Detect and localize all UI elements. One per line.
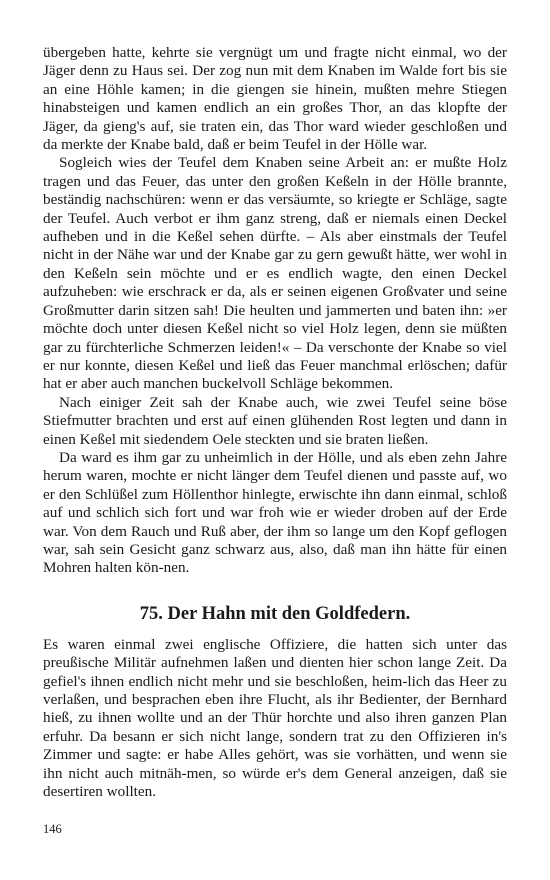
paragraph-continuation: übergeben hatte, kehrte sie vergnügt um und fragte nicht einmal, wo der Jäger denn zu Haus sei. Der zog nun mit dem Knaben im Walde fort bis sie an eine Höhle kamen; in die giengen sie hinein, mußten mehre Stiegen hinabsteigen und kamen endlich an ein großes Thor, an das klopfte der Jäger, da gieng's auf, sie traten ein, das Thor ward wieder geschloßen und da merkte der Knabe bald, daß er beim Teufel in der Hölle war.: [43, 44, 507, 154]
paragraph-devil-work: Sogleich wies der Teufel dem Knaben seine Arbeit an: er mußte Holz tragen und das Feuer, das unter den großen Keßeln in der Hölle brannte, beständig nachschüren: wenn er das versäumte, so kriegte er Schläge, sagte der Teufel. Auch verbot er ihm ganz streng, daß er niemals einen Deckel aufheben und in die Keßel sehen dürfte. – Als aber einstmals der Teufel nicht in der Nähe war und der Knabe gar zu gern gewußt hätte, wer wohl in den Keßeln sein möchte und er es endlich wagte, den einen Deckel aufzuheben: wie erschrack er da, als er seinen eigenen Großvater und seine Großmutter darin sitzen sah! Die heulten und jammerten und baten ihn: »er möchte doch unter diesen Keßel nicht so viel Holz legen, denn sie müßten gar zu fürchterliche Schmerzen leiden!« – Da verschonte der Knabe so viel er nur konnte, diesen Keßel und ließ das Feuer manchmal erlöschen; dafür hat er aber auch manchen buckelvoll Schläge bekommen.: [43, 154, 507, 393]
chapter-title: 75. Der Hahn mit den Goldfedern.: [139, 603, 411, 624]
paragraph-escape: Da ward es ihm gar zu unheimlich in der Hölle, und als eben zehn Jahre herum waren, mochte er nicht länger dem Teufel dienen und passte auf, wo er den Schlüßel zum Höllenthor hinlegte, erwischte ihn dann einmal, schloß auf und schlich sich fort und war froh wie er wieder droben auf der Erde war. Von dem Rauch und Ruß aber, der ihm so lange um den Kopf geflogen war, sah sein Gesicht ganz schwarz aus, also, daß man ihn hätte für einen Mohren halten kön-nen.: [43, 448, 507, 577]
paragraph-stepmother: Nach einiger Zeit sah der Knabe auch, wie zwei Teufel seine böse Stiefmutter brachten und erst auf einen glühenden Rost legten und dann in einen Keßel mit siedendem Oele steckten und sie braten ließen.: [43, 393, 507, 448]
paragraph-chapter-opening: Es waren einmal zwei englische Offiziere, die hatten sich unter das preußische Militär aufnehmen laßen und dienten hier schon lange Zeit. Da gefiel's ihnen endlich nicht mehr und sie beschloßen, heim-lich das Heer zu verlaßen, und besprachen eben ihre Flucht, als ihr Bedienter, der Bernhard hieß, zu ihnen wollte und an der Thür horchte und also ihren ganzen Plan erfuhr. Da besann er sich nicht lange, sondern trat zu den Offizieren in's Zimmer und sagte: er habe Alles gehört, was sie vorhätten, und wenn sie ihn nicht auch mitnäh-men, so würde er's dem General anzeigen, daß sie desertiren wollten.: [43, 635, 507, 801]
page-number: 146: [43, 822, 62, 836]
book-page: [43, 44, 507, 801]
